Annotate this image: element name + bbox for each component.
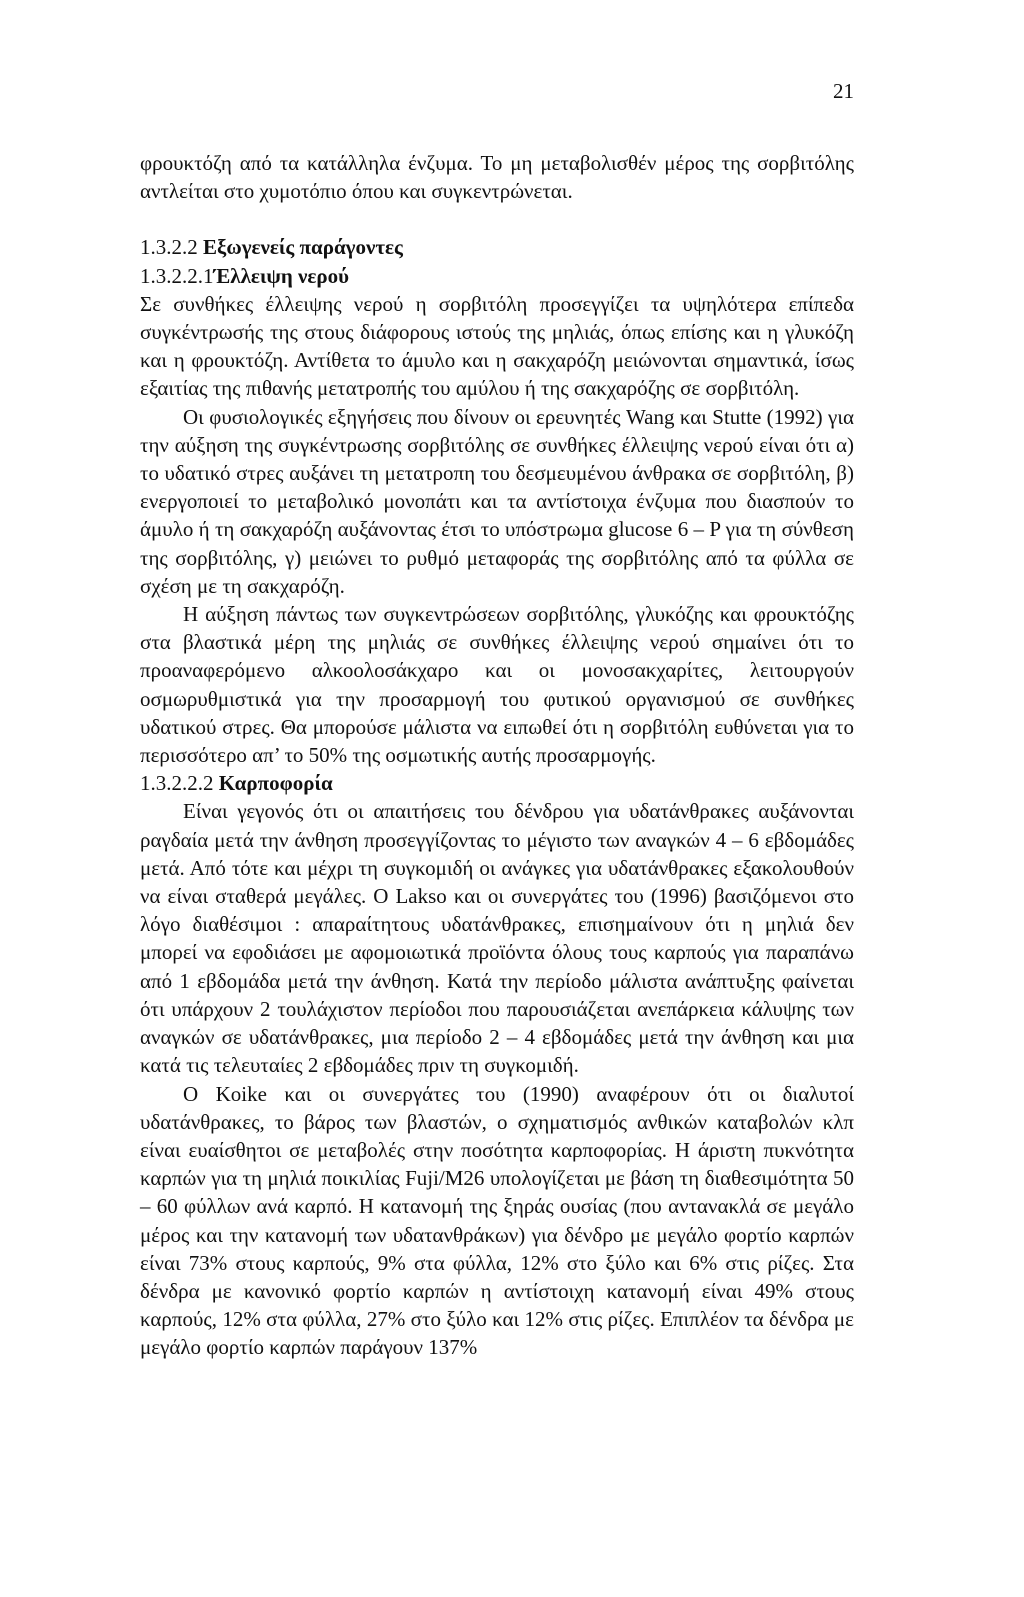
paragraph-carbohydrate-demand: Είναι γεγονός ότι οι απαιτήσεις του δένδρου για υδατάνθρακες αυξάνονται ραγδαία μετά την άνθηση προσεγγίζοντας το μέγιστο των αναγκών 4 – 6 εβδομάδες μετά. Από τότε και μέχρι τη συγκομιδή οι ανάγκες για υδατάνθρακες εξακολουθούν να είναι σταθερά μεγάλες. Ο Lakso και οι συνεργάτες του (1996) βασιζόμενοι στο λόγο διαθέσιμοι : απαραίτητους υδατάνθρακες, επισημαίνουν ότι η μηλιά δεν μπορεί να εφοδιάσει με αφομοιωτικά προϊόντα όλους τους καρπούς για παραπάνω από 1 εβδομάδα μετά την άνθηση. Κατά την περίοδο μάλιστα ανάπτυξης φαίνεται ότι υπάρχουν 2 τουλάχιστον περίοδοι που παρουσιάζεται ανεπάρκεια κάλυψης των αναγκών σε υδατάνθρακες, μια περίοδο 2 – 4 εβδομάδες μετά την άνθηση και μια κατά τις τελευταίες 2 εβδομάδες πριν τη συγκομιδή. xyxy=(140,799,854,1078)
paragraph-gap xyxy=(140,205,854,233)
section-heading-fruiting xyxy=(140,769,854,797)
paragraph-fruit-load-distribution: Ο Koike και οι συνεργάτες του (1990) αναφέρουν ότι οι διαλυτοί υδατάνθρακες, το βάρος των βλαστών, ο σχηματισμός ανθικών καταβολών κλπ είναι ευαίσθητοι σε μεταβολές στην ποσότητα καρποφορίας. Η άριστη πυκνότητα καρπών για τη μηλιά ποικιλίας Fuji/M26 υπολογίζεται με βάση τη διαθεσιμότητα 50 – 60 φύλλων ανά καρπό. Η κατανομή της ξηράς ουσίας (που αντανακλά σε μεγάλο μέρος και την κατανομή των υδατανθράκων) για δένδρο με μεγάλο φορτίο καρπών είναι 73% στους καρπούς, 9% στα φύλλα, 12% στο ξύλο και 6% στις ρίζες. Στα δένδρα με κανονικό φορτίο καρπών η αντίστοιχη κατανομή είναι 49% στους καρπούς, 12% στα φύλλα, 27% στο ξύλο και 12% στις ρίζες. Επιπλέον τα δένδρα με μεγάλο φορτίο καρπών παράγουν 137% xyxy=(140,1081,854,1360)
paragraph-water-deficit: Σε συνθήκες έλλειψης νερού η σορβιτόλη προσεγγίζει τα υψηλότερα επίπεδα συγκέντρωσής της στους διάφορους ιστούς της μηλιάς, όπως επίσης και η γλυκόζη και η φρουκτόζη. Αντίθετα το άμυλο και η σακχαρόζη μειώνονται σημαντικά, ίσως εξαιτίας της πιθανής μετατροπής του αμύλου ή της σακχαρόζης σε σορβιτόλη. xyxy=(140,291,854,401)
section-number: 1.3.2.2.1 xyxy=(140,263,214,288)
document-body xyxy=(140,149,854,1362)
page-number: 21 xyxy=(833,79,854,103)
section-title: Καρποφορία xyxy=(218,771,333,796)
section-number: 1.3.2.2 xyxy=(140,235,198,260)
section-heading-water-deficit xyxy=(140,262,854,290)
paragraph-sorbitol-intro: φρουκτόζη από τα κατάλληλα ένζυμα. Το μη μεταβολισθέν μέρος της σορβιτόλης αντλείται στο χυμοτόπιο όπου και συγκεντρώνεται. xyxy=(140,151,854,204)
section-title: Έλλειψη νερού xyxy=(213,263,350,288)
section-heading-external-factors xyxy=(140,233,854,261)
section-number: 1.3.2.2.2 xyxy=(140,771,214,796)
paragraph-osmotic-adjustment: Η αύξηση πάντως των συγκεντρώσεων σορβιτόλης, γλυκόζης και φρουκτόζης στα βλαστικά μέρη της μηλιάς σε συνθήκες έλλειψης νερού σημαίνει ότι το προαναφερόμενο αλκοολοσάκχαρο και οι μονοσακχαρίτες, λειτουργούν οσμωρυθμιστικά για την προσαρμογή του φυτικού οργανισμού σε συνθήκες υδατικού στρες. Θα μπορούσε μάλιστα να ειπωθεί ότι η σορβιτόλη ευθύνεται για το περισσότερο απ’ το 50% της οσμωτικής αυτής προσαρμογής. xyxy=(140,602,854,768)
section-title: Εξωγενείς παράγοντες xyxy=(203,235,403,260)
paragraph-physiological-explanations: Οι φυσιολογικές εξηγήσεις που δίνουν οι ερευνητές Wang και Stutte (1992) για την αύξηση της συγκέντρωσης σορβιτόλης σε συνθήκες έλλειψης νερού είναι ότι α) το υδατικό στρες αυξάνει τη μετατροπη του δεσμευμένου άνθρακα σε σορβιτόλη, β) ενεργοποιεί το μεταβολικό μονοπάτι και τα αντίστοιχα ένζυμα που διασπούν το άμυλο ή τη σακχαρόζη αυξάνοντας έτσι το υπόστρωμα glucose 6 – P για τη σύνθεση της σορβιτόλης, γ) μειώνει το ρυθμό μεταφοράς της σορβιτόλης από τα φύλλα σε σχέση με τη σακχαρόζη. xyxy=(140,404,854,598)
